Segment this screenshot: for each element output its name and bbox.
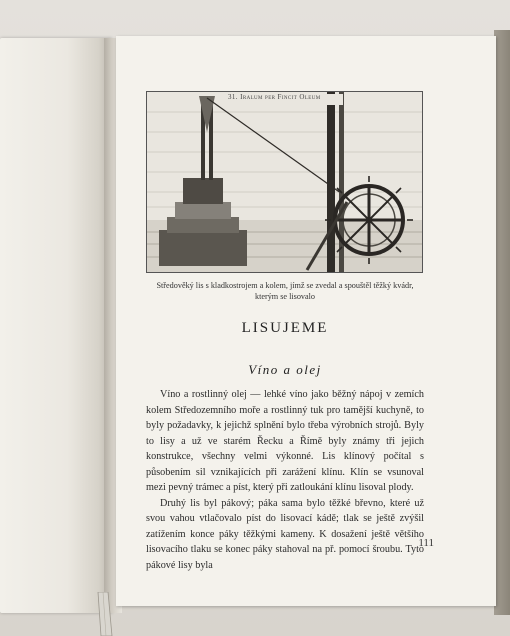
- book-cover-edge: [494, 30, 510, 615]
- section-title: Víno a olej: [248, 362, 322, 377]
- left-page: [0, 38, 112, 613]
- paragraph: Druhý lis byl pákový; páka sama bylo těžké břevno, které už svou vahou vtlačovalo píst do lisovací kádě; tlak se ještě zvýšil zatížením konce páky těžkými kameny. K dosažení ještě většího lisovacího tlaku se konec páky stahoval na př. pomocí šroubu. Tyto pákové lisy byla: [146, 497, 424, 571]
- plate-label: 31. Iralum per Fincit Oleum: [228, 93, 321, 101]
- figure-caption: Středověký lis s kladkostrojem a kolem, jímž se zvedal a spouštěl těžký kvádr, kterým se lisovalo: [156, 281, 414, 301]
- ribbon-bookmark-icon: [92, 592, 118, 636]
- chapter-title: LISUJEME: [241, 320, 329, 336]
- paragraph: Víno a rostlinný olej — lehké víno jako běžný nápoj v zemích kolem Středozemního moře a rostlinný tuk pro tamější kuchyně, to byly požadavky, k jejichž splnění bylo třeba výrobních strojů. Byly to lisy a už ve starém Řecku a Římě byly známy tři jejich konstrukce, všechny velmi výkonné. Lis klínový počítal s působením sil vznikajících při zarážení klínu. Klín se vsunoval mezi pevný trámec a píst, který při zatloukání klínu lisoval plody.: [146, 389, 424, 493]
- page-number: 111: [418, 537, 434, 549]
- engraving-illustration: [146, 91, 423, 273]
- body-text: [146, 387, 424, 573]
